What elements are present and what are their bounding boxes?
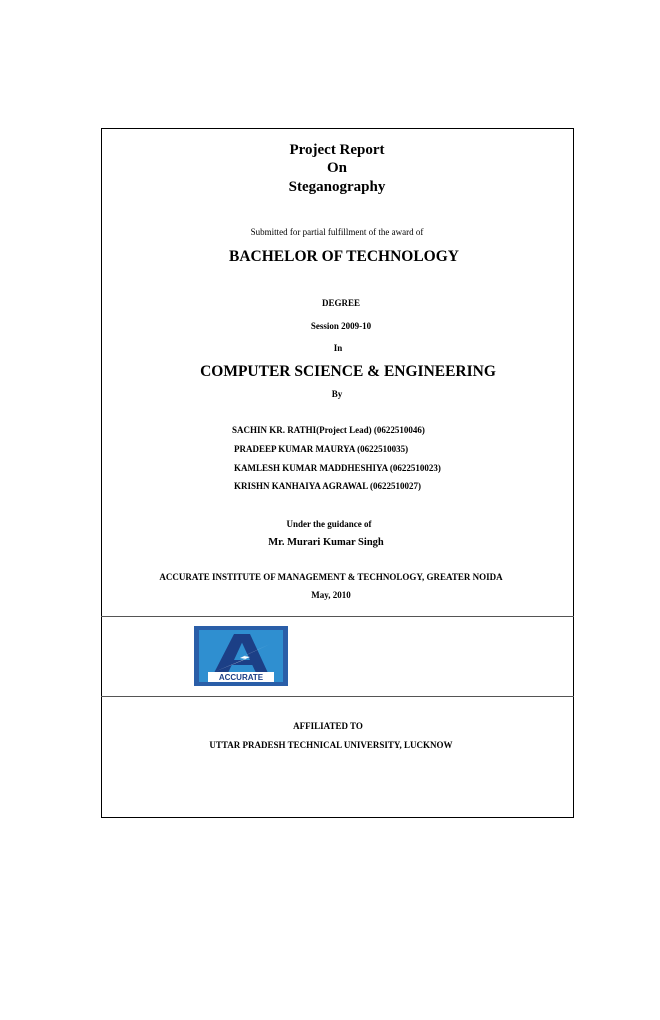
title-line-1: Project Report xyxy=(289,142,385,158)
in-label: In xyxy=(333,343,343,353)
accurate-logo xyxy=(194,626,288,686)
divider xyxy=(101,696,574,697)
title-line-2: On xyxy=(326,160,348,176)
date-text: May, 2010 xyxy=(311,590,351,600)
student-list-item: KRISHN KANHAIYA AGRAWAL (0622510027) xyxy=(234,481,421,491)
submitted-text: Submitted for partial fulfillment of the award of xyxy=(250,227,424,237)
affiliated-label: AFFILIATED TO xyxy=(293,721,363,731)
institute-name: ACCURATE INSTITUTE OF MANAGEMENT & TECHNOLOGY, GREATER NOIDA xyxy=(159,572,503,582)
degree-label: DEGREE xyxy=(321,298,361,308)
logo-label: ACCURATE xyxy=(218,673,264,682)
guidance-label: Under the guidance of xyxy=(286,519,372,529)
by-label: By xyxy=(331,389,343,399)
student-list-item: KAMLESH KUMAR MADDHESHIYA (0622510023) xyxy=(234,463,441,473)
student-list-item: SACHIN KR. RATHI(Project Lead) (0622510046) xyxy=(232,425,425,435)
title-line-3: Steganography xyxy=(288,179,386,195)
guide-name: Mr. Murari Kumar Singh xyxy=(268,537,384,548)
branch-name: COMPUTER SCIENCE & ENGINEERING xyxy=(200,363,496,380)
student-list-item: PRADEEP KUMAR MAURYA (0622510035) xyxy=(234,444,409,454)
university-name: UTTAR PRADESH TECHNICAL UNIVERSITY, LUCKNOW xyxy=(209,740,453,750)
divider xyxy=(101,616,574,617)
degree-name: BACHELOR OF TECHNOLOGY xyxy=(229,248,459,265)
session-text: Session 2009-10 xyxy=(310,321,372,331)
